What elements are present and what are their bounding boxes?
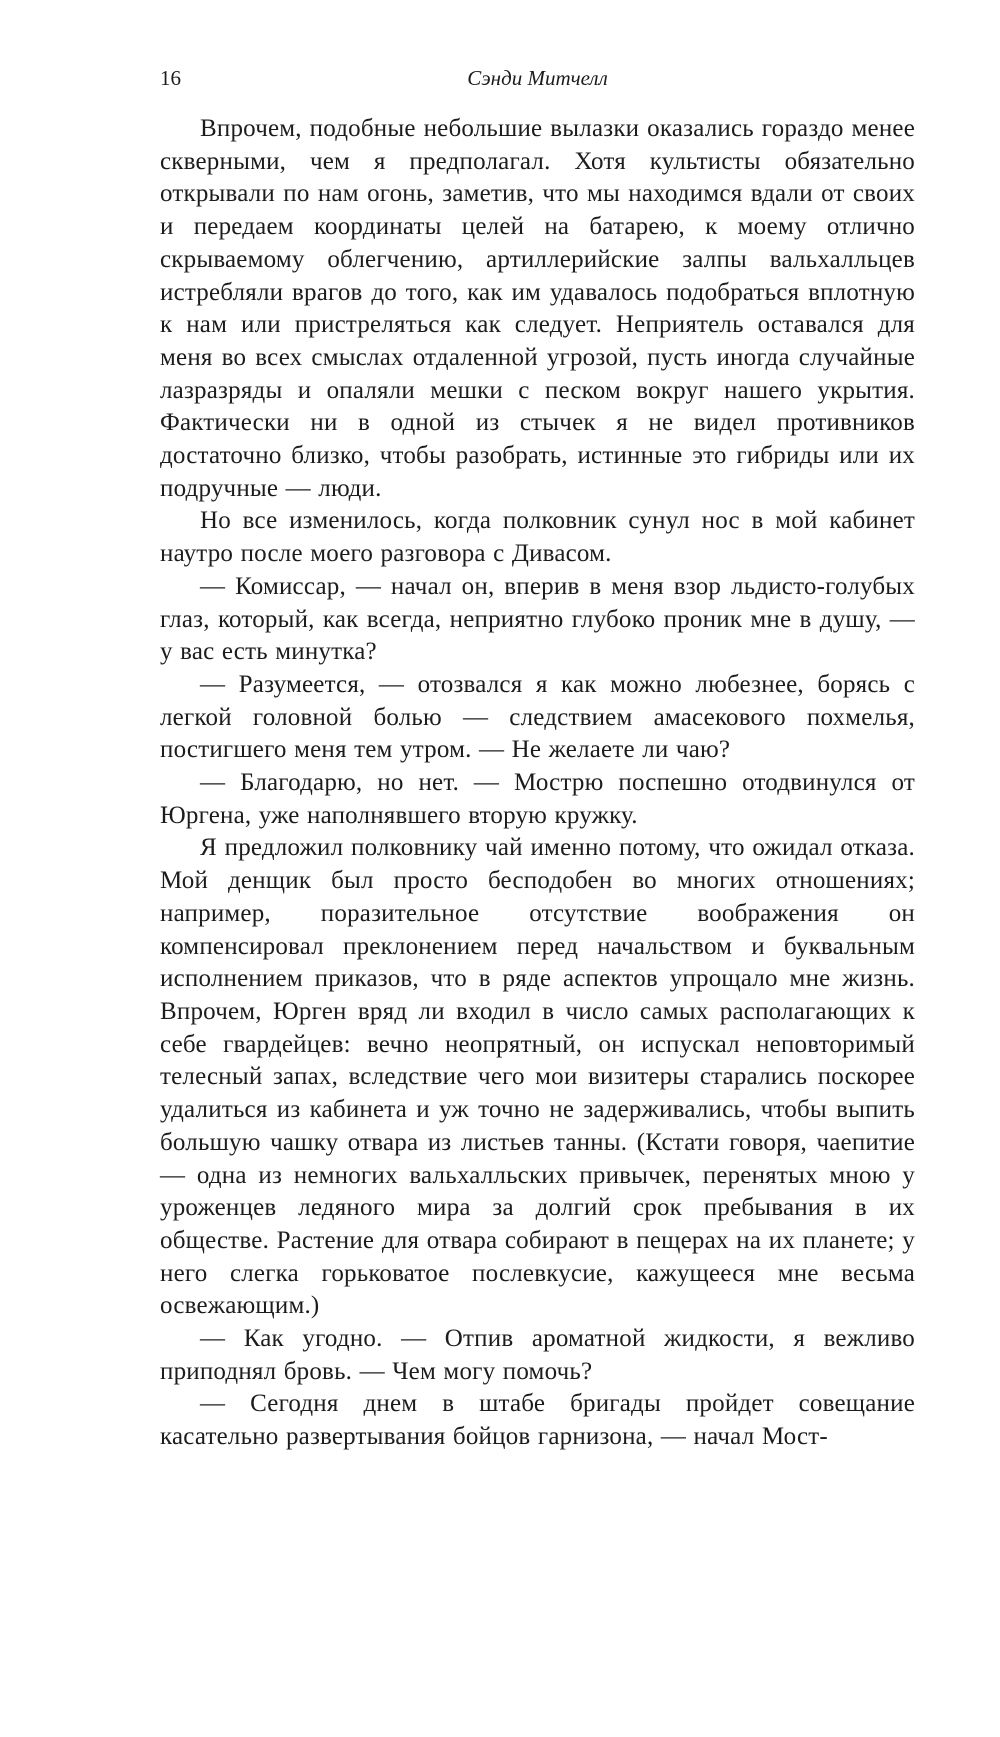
paragraph: — Благодарю, но нет. — Мострю поспешно отодвинулся от Юргена, уже наполнявшего вторую кружку. <box>160 769 915 829</box>
paragraph: — Сегодня днем в штабе бригады пройдет совещание касательно развертывания бойцов гарнизона, — начал Мост- <box>160 1390 915 1451</box>
paragraph: — Как угодно. — Отпив ароматной жидкости, я вежливо приподнял бровь. — Чем могу помочь? <box>160 1325 915 1385</box>
paragraph: Я предложил полковнику чай именно потому, что ожидал отказа. Мой денщик был просто бесподобен во многих отношениях; например, поразительное отсутствие воображения он компенсировал преклонением перед начальством и буквальным исполнением приказов, что в ряде аспектов упрощало мне жизнь. Впрочем, Юрген вряд ли входил в число самых располагающих к себе гвардейцев: вечно неопрятный, он испускал неповторимый телесный запах, вследствие чего мои визитеры старались поскорее удалиться из кабинета и уж точно не задерживались, чтобы выпить большую чашку отвара из листьев танны. (Кстати говоря, чаепитие — одна из немногих вальхалльских привычек, перенятых мною у уроженцев ледяного мира за долгий срок пребывания в их обществе. Растение для отвара собирают в пещерах на их планете; у него слегка горьковатое послевкусие, кажущееся мне весьма освежающим.) <box>160 834 915 1320</box>
running-title: Сэнди Митчелл <box>467 66 608 90</box>
page-number: 16 <box>160 66 181 90</box>
body-text <box>160 113 915 1454</box>
paragraph: Но все изменилось, когда полковник сунул нос в мой кабинет наутро после моего разговора с Дивасом. <box>160 507 915 568</box>
paragraph: — Разумеется, — отозвался я как можно любезнее, борясь с легкой головной болью — следствием амасекового похмелья, постигшего меня тем утром. — Не желаете ли чаю? <box>160 670 915 764</box>
page-header <box>160 66 915 96</box>
paragraph: — Комиссар, — начал он, вперив в меня взор льдисто-голубых глаз, который, как всегда, неприятно глубоко проник мне в душу, — у вас есть минутка? <box>160 572 915 666</box>
paragraph: Впрочем, подобные небольшие вылазки оказались гораздо менее скверными, чем я предполагал. Хотя культисты обязательно открывали по нам огонь, заметив, что мы находимся вдали от своих и передаем координаты целей на батарею, к моему отлично скрываемому облегчению, артиллерийские залпы вальхалльцев истребляли врагов до того, как им удавалось подобраться вплотную к нам или пристреляться как следует. Неприятель оставался для меня во всех смыслах отдаленной угрозой, пусть иногда случайные лазразряды и опаляли мешки с песком вокруг нашего укрытия. Фактически ни в одной из стычек я не видел противников достаточно близко, чтобы разобрать, истинные это гибриды или их подручные — люди. <box>160 115 915 502</box>
